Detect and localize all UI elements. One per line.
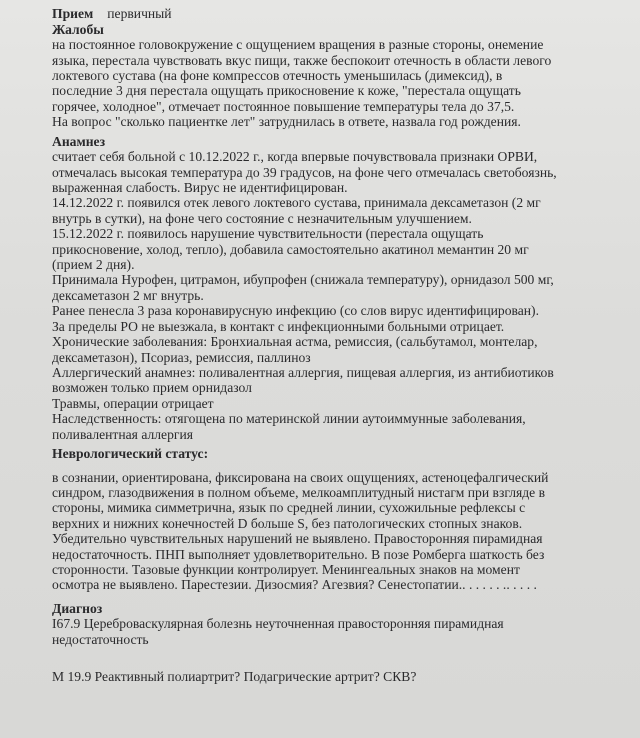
complaints-heading: Жалобы: [52, 21, 104, 37]
diagnosis-heading: Диагноз: [52, 600, 103, 616]
intake-value: первичный: [107, 6, 172, 21]
anamnesis-line: считает себя больной с 10.12.2022 г., когда впервые почувствовала признаки ОРВИ,: [52, 149, 538, 165]
neuro-line: в сознании, ориентирована, фиксирована на своих ощущениях, астеноцефалгический: [52, 469, 549, 485]
anamnesis-line: Хронические заболевания: Бронхиальная астма, ремиссия, (сальбутамол, монтелар,: [52, 334, 538, 350]
anamnesis-line: внутрь в сутки), на фоне чего состояние с незначительным улучшением.: [52, 210, 472, 226]
anamnesis-line: поливалентная аллергия: [52, 426, 193, 442]
anamnesis-section: [52, 149, 614, 442]
neuro-line: недостаточность. ПНП выполняет удовлетворительно. В позе Ромберга шаткость без: [52, 546, 545, 562]
anamnesis-line: 14.12.2022 г. появился отек левого локтевого сустава, принимала дексаметазон (2 мг: [52, 195, 541, 211]
diagnosis-line: I67.9 Цереброваскулярная болезнь неуточненная правосторонняя пирамидная: [52, 616, 504, 632]
anamnesis-line: (прием 2 дня).: [52, 257, 135, 273]
complaints-line: на постоянное головокружение с ощущением вращения в разные стороны, онемение: [52, 37, 544, 53]
neuro-line: стороны, мимика симметрична, язык по средней линии, сухожильные рефлексы с: [52, 500, 526, 516]
anamnesis-line: возможен только прием орнидазол: [52, 380, 252, 396]
anamnesis-heading: Анамнез: [52, 133, 106, 149]
intake-row: [52, 6, 614, 22]
diagnosis-line: недостаточность: [52, 631, 149, 647]
complaints-line: На вопрос "сколько пациентке лет" затруднилась в ответе, назвала год рождения.: [52, 114, 521, 130]
anamnesis-line: дексаметазон), Псориаз, ремиссия, паллиноз: [52, 349, 311, 365]
anamnesis-line: прикосновение, холод, тепло), добавила самостоятельно акатинол мемантин 20 мг: [52, 241, 529, 257]
diagnosis-section: [52, 616, 614, 647]
neuro-status-section: [52, 470, 614, 593]
neuro-line: синдром, глазодвижения в полном объеме, мелкоамплитудный нистагм при взгляде в: [52, 484, 546, 500]
diagnosis-secondary: М 19.9 Реактивный полиартрит? Подагрические артрит? СКВ?: [52, 669, 417, 685]
anamnesis-line: Наследственность: отягощена по материнской линии аутоиммунные заболевания,: [52, 411, 526, 427]
complaints-line: последние 3 дня перестала ощущать прикосновение к коже, "перестала ощущать: [52, 83, 521, 99]
intake-label: Прием: [52, 6, 94, 21]
anamnesis-line: За пределы РО не выезжала, в контакт с инфекционными больными отрицает.: [52, 318, 505, 334]
neuro-line: Убедительно чувствительных нарушений не выявлено. Правосторонняя пирамидная: [52, 531, 543, 547]
anamnesis-line: отмечалась высокая температура до 39 градусов, на фоне чего отмечалась светобоязнь,: [52, 164, 557, 180]
anamnesis-line: Ранее пенесла 3 раза коронавирусную инфекцию (со слов вирус идентифицирован).: [52, 303, 539, 319]
complaints-line: локтевого сустава (на фоне компрессов отечность уменьшилась (димексид), в: [52, 68, 503, 83]
anamnesis-line: Травмы, операции отрицает: [52, 395, 214, 411]
anamnesis-line: выраженная слабость. Вирус не идентифицирован.: [52, 180, 348, 196]
complaints-line: горячее, холодное", отмечает постоянное повышение температуры тела до 37,5.: [52, 98, 515, 114]
neuro-line: сторонности. Тазовые функции контролирует. Менингеальных знаков на момент: [52, 561, 520, 577]
neuro-status-heading: Неврологический статус:: [52, 445, 209, 461]
anamnesis-line: дексаметазон 2 мг внутрь.: [52, 287, 204, 303]
complaints-section: [52, 37, 614, 129]
complaints-line: языка, перестала чувствовать вкус пищи, также беспокоит отечность в области левого: [52, 52, 552, 68]
neuro-line: осмотра не выявлено. Парестезии. Дизосмия? Агезвия? Сенестопатии.. . . . . . .. . . . .: [52, 577, 537, 593]
anamnesis-line: 15.12.2022 г. появилось нарушение чувствительности (перестала ощущать: [52, 226, 484, 242]
neuro-line: верхних и нижних конечностей D больше S, без патологических стопных знаков.: [52, 515, 523, 531]
anamnesis-line: Принимала Нурофен, цитрамон, ибупрофен (снижала температуру), орнидазол 500 мг,: [52, 272, 554, 288]
anamnesis-line: Аллергический анамнез: поливалентная аллергия, пищевая аллергия, из антибиотиков: [52, 364, 554, 380]
